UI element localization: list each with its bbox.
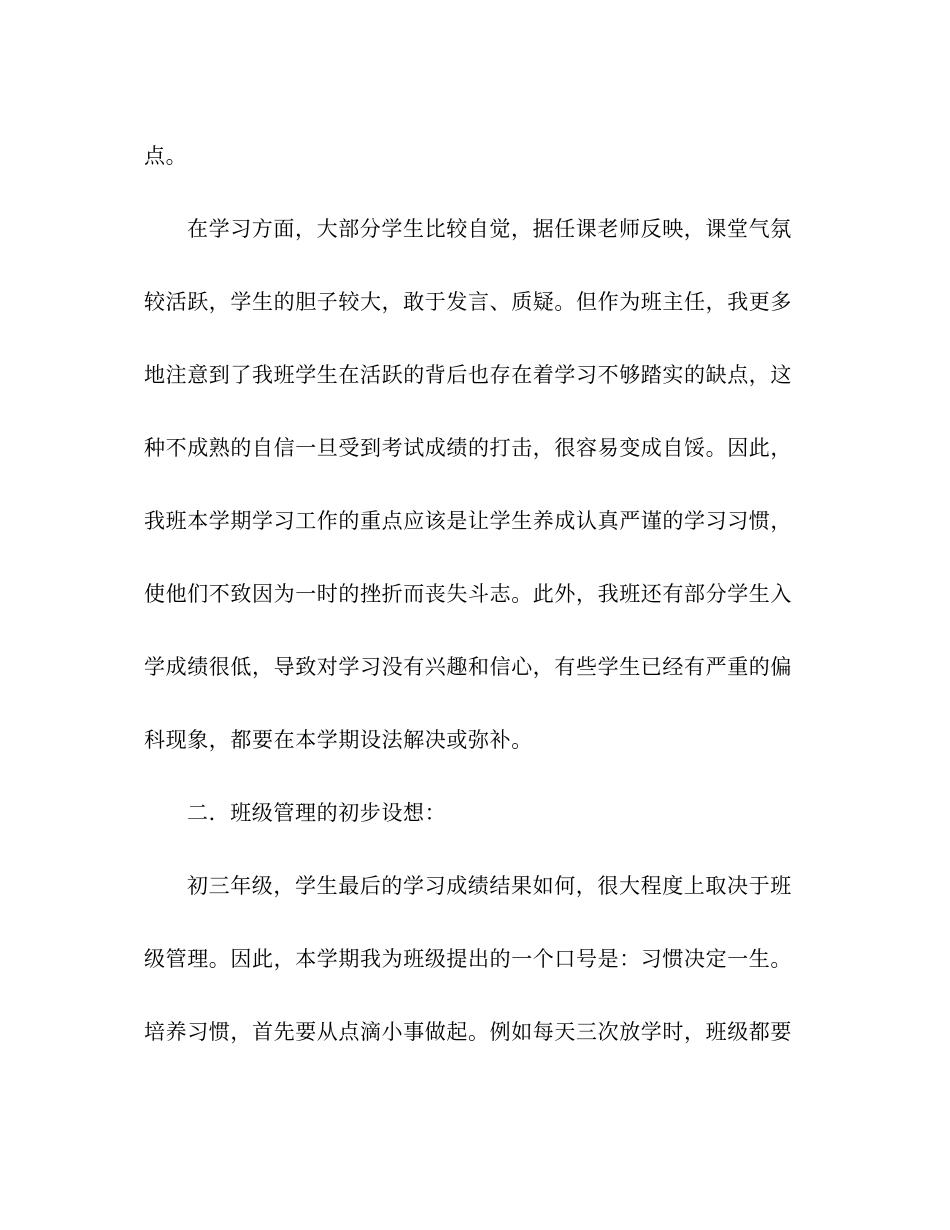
text-line: 科现象，都要在本学期设法解决或弥补。	[144, 728, 533, 752]
text-line: 级管理。因此，本学期我为班级提出的一个口号是：习惯决定一生。	[144, 947, 792, 971]
section-heading: 二．班级管理的初步设想：	[187, 801, 447, 825]
text-line: 较活跃，学生的胆子较大，敢于发言、质疑。但作为班主任，我更多	[144, 290, 792, 314]
text-line: 学成绩很低，导致对学习没有兴趣和信心，有些学生已经有严重的偏	[144, 655, 792, 679]
paragraph-line: 在学习方面，大部分学生比较自觉，据任课老师反映，课堂气氛	[187, 217, 792, 241]
text-line: 种不成熟的自信一旦受到考试成绩的打击，很容易变成自馁。因此，	[144, 436, 792, 460]
text-line: 点。	[144, 144, 188, 168]
text-line: 培养习惯，首先要从点滴小事做起。例如每天三次放学时，班级都要	[144, 1020, 792, 1044]
paragraph-line: 初三年级，学生最后的学习成绩结果如何，很大程度上取决于班	[187, 874, 792, 898]
text-line: 使他们不致因为一时的挫折而丧失斗志。此外，我班还有部分学生入	[144, 582, 792, 606]
text-line: 我班本学期学习工作的重点应该是让学生养成认真严谨的学习习惯，	[144, 509, 792, 533]
text-line: 地注意到了我班学生在活跃的背后也存在着学习不够踏实的缺点，这	[144, 363, 792, 387]
